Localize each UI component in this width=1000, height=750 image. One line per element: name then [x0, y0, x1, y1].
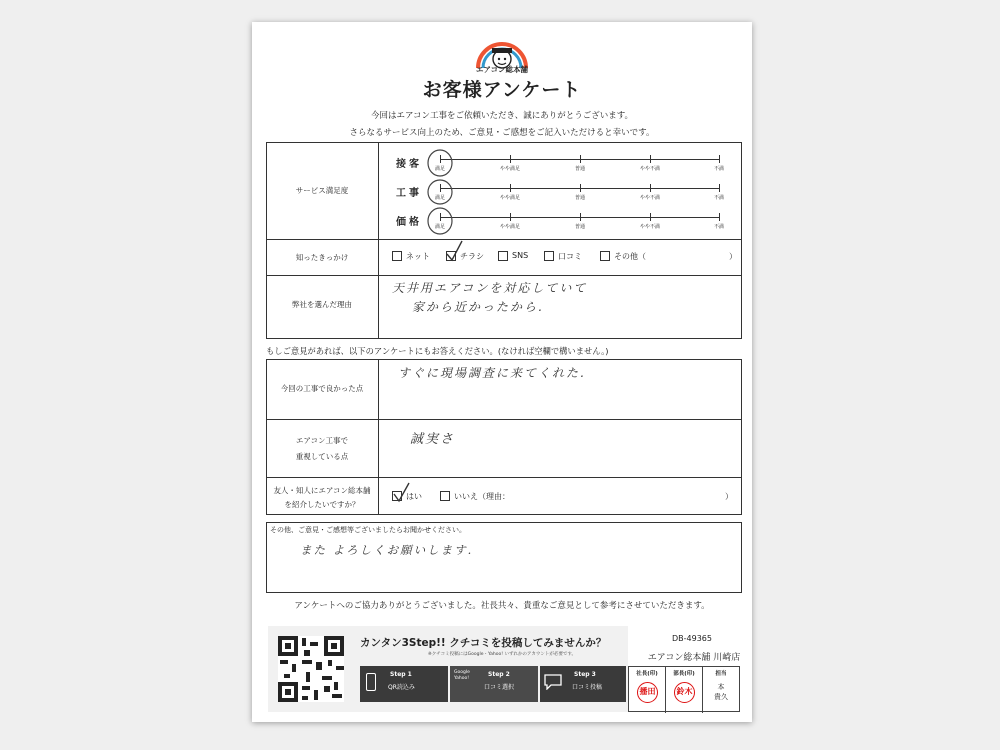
survey-sheet: エアコン総本舗 お客様アンケート 今回はエアコン工事をご依頼いただき、誠にありがとうございます。 さらなるサービス向上のため、ご意見・ご感想をご記入いただけると幸いです。 サービス満足度 接客 工事 価格 満足 やや満足 普通 やや不満 不満 満足 やや満足 普通 やや不満 不満 満足 やや満足 普通 やや不満 不満 知ったきっかけ ネット チラシ SNS 口コミ その他（ ） 弊社を選んだ理由 天井用エアコンを対応していて 家から近かったから. もしご意見があれば、以下のアンケートにもお答えください。(なければ空欄で構いません。) 今回の工事で良かった点 すぐに現場調査に来てくれた. エアコン工事で 重視している点 誠実さ 友人・知人にエアコン総本舗 を紹介したいですか？ はい いいえ（理由： ） その他、ご意見・ご感想等ございましたらお聞かせください。 また よろしくお願いします. アンケートへのご協力ありがとうございました。社長共々、貴重なご意見として参考にさせていただきます。 カンタン3Step!! クチコミを投稿してみませんか？ ※クチコミ投稿にはGoogle・Yahoo! いずれかのアカウントが必要です。 Step 1 QR読込み Google Yahoo! Step 2 口コミ選択 Step 3 口コミ投稿 DB-49365 エアコン総本舗 川崎店 社長(印) 播田 部長(印) 鈴木 担当 本 貴久 — [252, 22, 752, 722]
qr-code[interactable] — [278, 636, 344, 702]
recommend-label-line-1: 友人・知人にエアコン総本舗 — [273, 486, 371, 495]
survey-title: お客様アンケート — [422, 79, 582, 101]
important-label-line-1: エアコン工事で — [295, 436, 349, 445]
reason-label: 弊社を選んだ理由 — [292, 300, 352, 309]
president-seal: 播田 — [637, 682, 658, 703]
row-label-service: 接客 — [396, 159, 422, 170]
store-name: エアコン総本舗 川崎店 — [647, 653, 741, 663]
manager-seal: 鈴木 — [674, 682, 695, 703]
option-other-close: ） — [729, 252, 737, 261]
intro-line-1: 今回はエアコン工事をご依頼いただき、誠にありがとうございます。 — [370, 111, 634, 121]
promo-note: ※クチコミ投稿にはGoogle・Yahoo! いずれかのアカウントが必要です。 — [428, 652, 577, 657]
satisfaction-label: サービス満足度 — [295, 186, 349, 195]
row-label-price: 価格 — [396, 217, 422, 228]
other-comments-answer[interactable]: また よろしくお願いします. — [300, 543, 474, 557]
important-answer[interactable]: 誠実さ — [410, 432, 456, 447]
checkbox-no[interactable] — [440, 491, 450, 501]
optional-intro: もしご意見があれば、以下のアンケートにもお答えください。(なければ空欄で構いません。) — [266, 346, 609, 356]
option-net: ネット — [406, 252, 430, 261]
good-points-answer[interactable]: すぐに現場調査に来てくれた. — [398, 366, 586, 380]
stamp-staff: 担当 本 貴久 — [703, 667, 739, 713]
promo-title: カンタン3Step!! クチコミを投稿してみませんか？ — [360, 637, 607, 649]
checkbox-word-of-mouth[interactable] — [544, 251, 554, 261]
stamp-manager: 部長(印) 鈴木 — [666, 667, 703, 713]
chat-bubble-icon — [544, 674, 562, 690]
phone-icon — [366, 673, 376, 691]
option-other: その他（ — [614, 252, 646, 261]
option-sns: SNS — [512, 251, 529, 260]
option-flyer: チラシ — [460, 252, 484, 261]
staff-name-line-1: 本 — [717, 683, 725, 691]
intro-line-2: さらなるサービス向上のため、ご意見・ご感想をご記入いただけると幸いです。 — [349, 128, 655, 138]
checkbox-net[interactable] — [392, 251, 402, 261]
handwritten-circle-marks — [422, 144, 462, 240]
step-2: Google Yahoo! Step 2 口コミ選択 — [450, 666, 538, 702]
step-3: Step 3 口コミ投稿 — [540, 666, 626, 702]
review-promo-banner — [268, 626, 628, 712]
other-comments-label: その他、ご意見・ご感想等ございましたらお聞かせください。 — [270, 526, 466, 534]
step-1: Step 1 QR読込み — [360, 666, 448, 702]
important-label-line-2: 重視している点 — [295, 452, 349, 461]
referral-label: 知ったきっかけ — [295, 253, 349, 262]
step-2-brands: Google Yahoo! — [454, 670, 470, 681]
row-label-construction: 工事 — [396, 188, 422, 199]
checkbox-sns[interactable] — [498, 251, 508, 261]
document-number: DB-49365 — [672, 634, 712, 643]
option-no: いいえ（理由： — [454, 492, 510, 501]
logo-text: エアコン総本舗 — [475, 65, 529, 74]
reason-answer-line-2[interactable]: 家から近かったから. — [412, 300, 544, 314]
good-points-label: 今回の工事で良かった点 — [280, 384, 364, 393]
thanks-message: アンケートへのご協力ありがとうございました。社長共々、貴重なご意見として参考にさせていただきます。 — [294, 601, 710, 611]
approval-stamps — [628, 666, 740, 712]
option-word-of-mouth: 口コミ — [558, 252, 582, 261]
reason-answer-line-1[interactable]: 天井用エアコンを対応していて — [392, 281, 588, 295]
staff-name-line-2: 貴久 — [714, 693, 728, 701]
stamp-president: 社長(印) 播田 — [629, 667, 666, 713]
option-no-close: ） — [725, 492, 733, 501]
recommend-label-line-2: を紹介したいですか？ — [284, 500, 360, 509]
checkbox-other[interactable] — [600, 251, 610, 261]
option-yes: はい — [406, 492, 422, 501]
